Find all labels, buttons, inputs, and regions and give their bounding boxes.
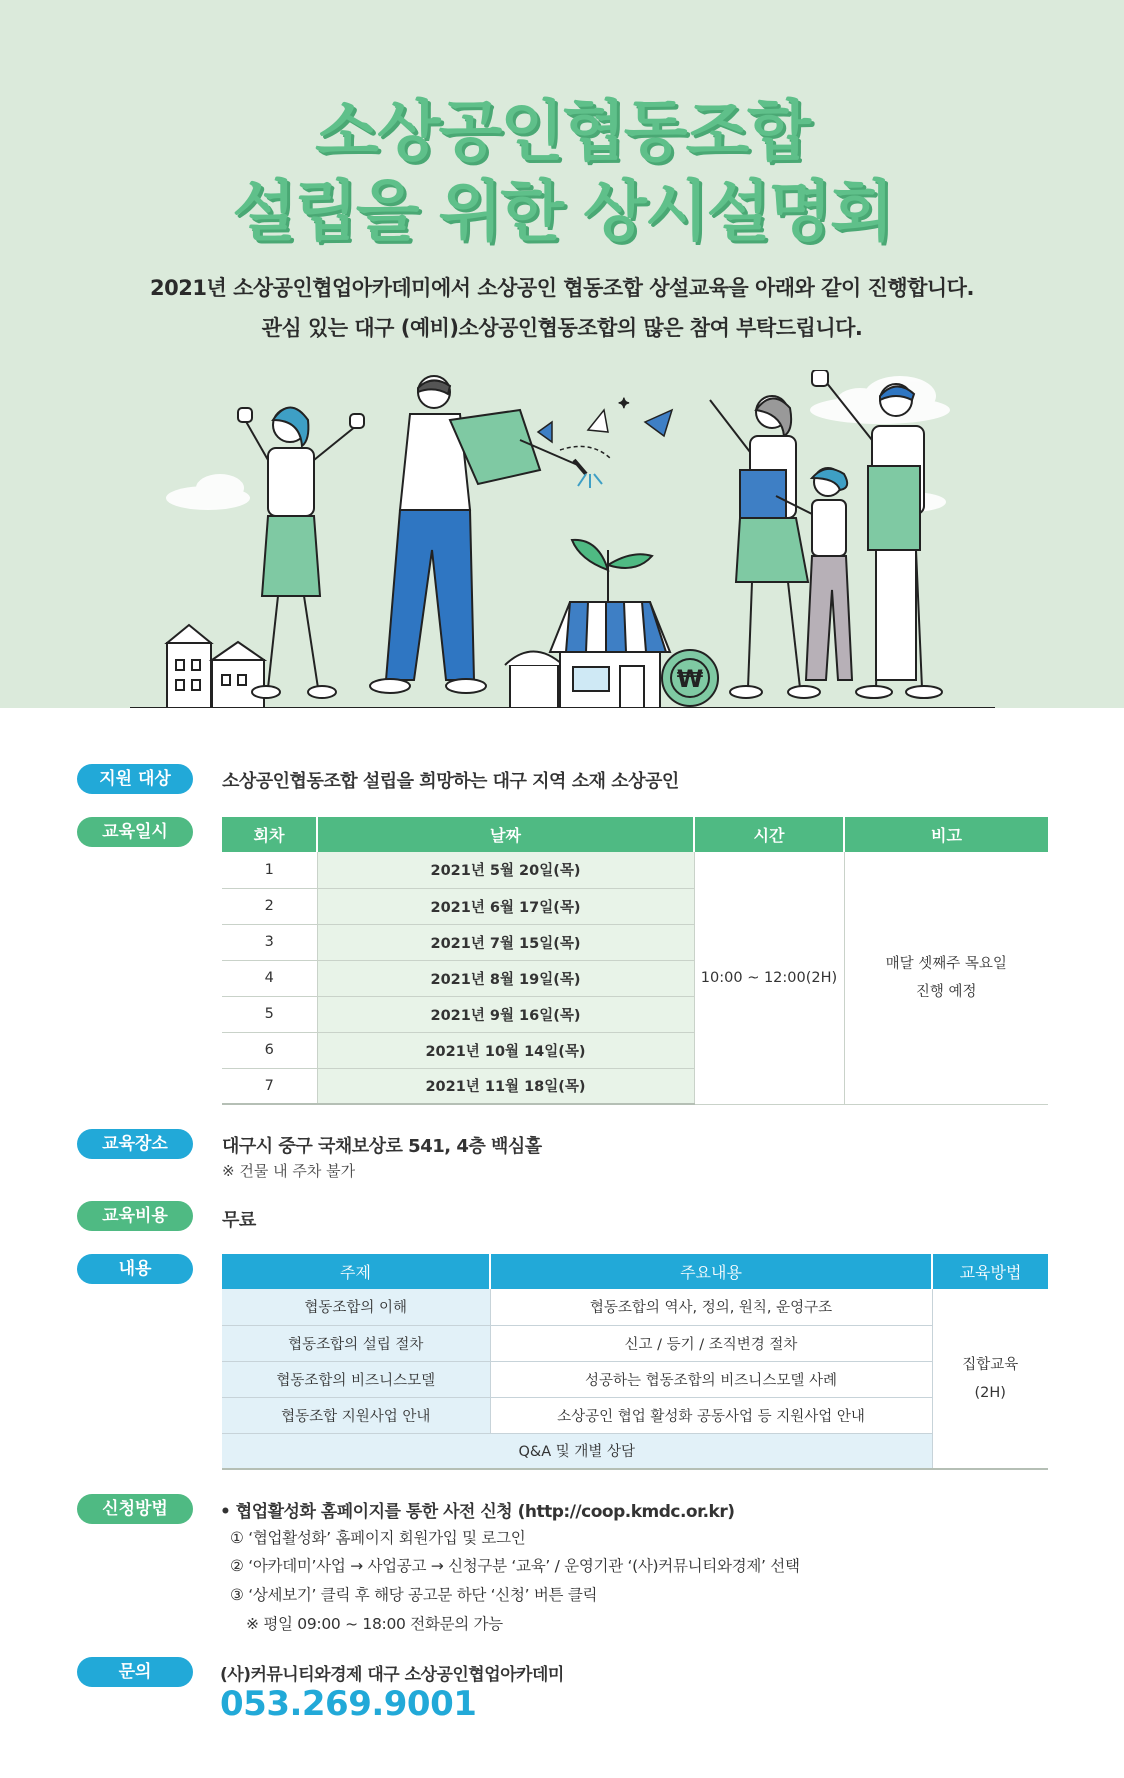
content-qa: Q&A 및 개별 상담 [222, 1433, 932, 1469]
content-main: 소상공인 협업 활성화 공동사업 등 지원사업 안내 [490, 1397, 932, 1433]
schedule-label: 교육일시 [77, 817, 193, 847]
session-remark [844, 852, 1048, 1104]
session-num: 2 [222, 888, 317, 924]
session-date: 2021년 9월 16일(목) [317, 996, 694, 1032]
content-table [222, 1254, 1048, 1470]
table-row [222, 1433, 1048, 1469]
session-date: 2021년 8월 19일(목) [317, 960, 694, 996]
session-num: 3 [222, 924, 317, 960]
intro-line1: 2021년 소상공인협업아카데미에서 소상공인 협동조합 상설교육을 아래와 같이 진행합니다. [150, 276, 974, 300]
content-topic: 협동조합 지원사업 안내 [222, 1397, 490, 1433]
main-title-line1: 소상공인협동조합 [314, 93, 810, 170]
schedule-header-date: 날짜 [317, 817, 694, 852]
content-topic: 협동조합의 설립 절차 [222, 1325, 490, 1361]
apply-head: • 협업활성화 홈페이지를 통한 사전 신청 (http://coop.kmdc.or.kr) [220, 1502, 735, 1522]
sprout-icon [572, 540, 652, 602]
store-icon [550, 602, 670, 708]
apply-note: ※ 평일 09:00 ~ 18:00 전화문의 가능 [246, 1615, 503, 1633]
house-icon [167, 625, 264, 708]
community-illustration [0, 370, 1124, 708]
session-num: 6 [222, 1032, 317, 1068]
small-shop-icon [505, 652, 563, 709]
cost-label: 교육비용 [77, 1201, 193, 1231]
method-line2: (2H) [974, 1384, 1006, 1401]
session-time: 10:00 ~ 12:00(2H) [694, 852, 844, 1104]
content-method [932, 1289, 1048, 1469]
venue-note: ※ 건물 내 주차 불가 [222, 1162, 356, 1180]
content-header-main: 주요내용 [490, 1254, 932, 1289]
venue-label: 교육장소 [77, 1129, 193, 1159]
content-header-topic: 주제 [222, 1254, 490, 1289]
schedule-table [222, 817, 1048, 1105]
content-main: 협동조합의 역사, 정의, 원칙, 운영구조 [490, 1289, 932, 1325]
table-row [222, 1289, 1048, 1325]
coin-icon [662, 650, 718, 706]
schedule-header-num: 회차 [222, 817, 317, 852]
svg-text:₩: ₩ [676, 665, 704, 693]
target-text: 소상공인협동조합 설립을 희망하는 대구 지역 소재 소상공인 [222, 771, 679, 792]
cost-text: 무료 [222, 1210, 256, 1231]
content-topic: 협동조합의 이해 [222, 1289, 490, 1325]
content-topic: 협동조합의 비즈니스모델 [222, 1361, 490, 1397]
session-date: 2021년 6월 17일(목) [317, 888, 694, 924]
hero-banner [0, 0, 1124, 708]
session-num: 5 [222, 996, 317, 1032]
remark-line1: 매달 셋째주 목요일 [885, 955, 1007, 972]
schedule-header-remark: 비고 [844, 817, 1048, 852]
contact-org: (사)커뮤니티와경제 대구 소상공인협업아카데미 [220, 1665, 564, 1685]
session-num: 1 [222, 852, 317, 888]
apply-label: 신청방법 [77, 1494, 193, 1524]
session-date: 2021년 11월 18일(목) [317, 1068, 694, 1104]
target-label: 지원 대상 [77, 764, 193, 794]
content-main: 성공하는 협동조합의 비즈니스모델 사례 [490, 1361, 932, 1397]
table-row [222, 852, 1048, 888]
session-date: 2021년 10월 14일(목) [317, 1032, 694, 1068]
method-line1: 집합교육 [962, 1356, 1019, 1373]
session-date: 2021년 7월 15일(목) [317, 924, 694, 960]
remark-line2: 진행 예정 [915, 983, 977, 1000]
schedule-header-time: 시간 [694, 817, 844, 852]
content-header-method: 교육방법 [932, 1254, 1048, 1289]
contact-label: 문의 [77, 1657, 193, 1687]
table-row [222, 1325, 1048, 1361]
woman-apron-figure [710, 396, 820, 698]
table-row [222, 1361, 1048, 1397]
watering-can-icon [450, 410, 602, 488]
butterfly-icon [538, 396, 672, 458]
content-main: 신고 / 등기 / 조직변경 절차 [490, 1325, 932, 1361]
contact-phone: 053.269.9001 [220, 1684, 477, 1724]
apply-step2: ② ‘아카데미’사업 → 사업공고 → 신청구분 ‘교육’ / 운영기관 ‘(사)커뮤니티와경제’ 선택 [230, 1557, 800, 1575]
content-label: 내용 [77, 1254, 193, 1284]
apply-step1: ① ‘협업활성화’ 홈페이지 회원가입 및 로그인 [230, 1529, 526, 1547]
main-title-line2: 설립을 위한 상시설명회 [232, 173, 892, 250]
intro-line2: 관심 있는 대구 (예비)소상공인협동조합의 많은 참여 부탁드립니다. [261, 316, 863, 340]
venue-text: 대구시 중구 국채보상로 541, 4층 백심홀 [222, 1136, 542, 1157]
svg-text:✦: ✦ [618, 396, 630, 412]
apply-step3: ③ ‘상세보기’ 클릭 후 해당 공고문 하단 ‘신청’ 버튼 클릭 [230, 1586, 598, 1604]
session-num: 7 [222, 1068, 317, 1104]
session-date: 2021년 5월 20일(목) [317, 852, 694, 888]
session-num: 4 [222, 960, 317, 996]
table-row [222, 1397, 1048, 1433]
